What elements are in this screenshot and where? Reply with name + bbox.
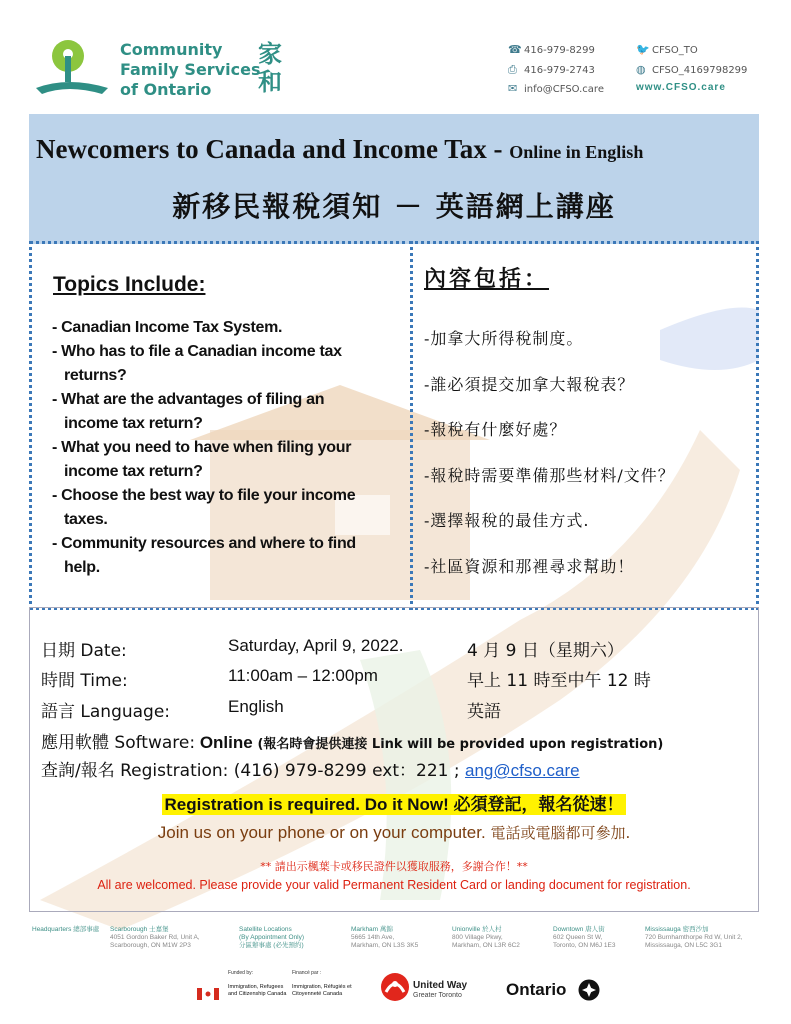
- topics-cn-list: [424, 316, 675, 589]
- join-cn: 電話或電腦都可參加.: [485, 824, 631, 842]
- registration-row: [41, 756, 580, 781]
- location-address: Toronto, ON M6J 1E3: [553, 942, 616, 949]
- registration-label: 查詢/報名 Registration: (416) 979-8299 ext：221 ;: [41, 761, 466, 781]
- location-unionville: [452, 926, 548, 950]
- registration-email-link[interactable]: ang@cfso.care: [465, 761, 580, 780]
- united-way-name: United Way: [413, 980, 468, 991]
- list-item: -誰必須提交加拿大報稅表？: [424, 374, 635, 394]
- twitter-icon: 🐦: [636, 43, 650, 56]
- org-name-cn: [258, 40, 282, 96]
- location-name: Markham 萬錦: [351, 926, 393, 933]
- ontario-wordmark: Ontario: [506, 980, 567, 999]
- location-name: Downtown 唐人街: [553, 926, 605, 933]
- org-name-cn-2: 和: [258, 68, 282, 96]
- date-label: 日期 Date:: [41, 641, 127, 661]
- wechat-contact[interactable]: [636, 63, 747, 76]
- topics-en-list: [52, 316, 382, 580]
- location-name: Satellite Locations: [239, 926, 292, 933]
- list-item: - What you need to have when filing your income tax return?: [52, 439, 352, 480]
- location-headquarters: [32, 926, 104, 934]
- list-item: -加拿大所得稅制度。: [424, 329, 584, 348]
- location-address: 720 Burnhamthorpe Rd W, Unit 2,: [645, 934, 743, 941]
- phone-contact: [508, 43, 595, 56]
- topics-cn-heading: 內容包括：: [424, 266, 550, 292]
- cfso-logo-icon: [32, 36, 112, 100]
- location-name: Mississauga 密西沙加: [645, 926, 709, 933]
- united-way-logo-icon: [380, 972, 410, 1002]
- list-item: -選擇報稅的最佳方式.: [424, 511, 590, 530]
- org-name: [120, 40, 260, 100]
- location-downtown: [553, 926, 639, 950]
- location-name: Unionville 於人村: [452, 926, 502, 933]
- ircc-fr: Immigration, Réfugiés et Citoyenneté Canada: [292, 984, 352, 997]
- org-name-cn-1: 家: [258, 40, 282, 68]
- financed-by-label: Financé par :: [292, 970, 322, 976]
- software-note: (報名時會提供連接 Link will be provided upon registration): [257, 737, 664, 752]
- list-item: - What are the advantages of filing an income tax return?: [52, 391, 325, 432]
- united-way-region: Greater Toronto: [413, 992, 462, 999]
- title-en-sub: Online in English: [509, 142, 644, 162]
- location-address: 5665 14th Ave,: [351, 934, 395, 941]
- list-item: -報稅時需要準備那些材料/文件？: [424, 465, 675, 485]
- list-item: - Canadian Income Tax System.: [52, 319, 283, 336]
- website-link[interactable]: www.CFSO.care: [636, 82, 726, 93]
- canada-flag-icon: [197, 988, 219, 1000]
- list-item: - Community resources and where to find help.: [52, 535, 356, 576]
- language-en: English: [228, 697, 284, 716]
- list-item: -社區資源和那裡尋求幫助！: [424, 556, 635, 576]
- envelope-icon: ✉: [508, 82, 518, 95]
- ontario-trillium-icon: [578, 979, 600, 1001]
- location-address: 602 Queen St W,: [553, 934, 603, 941]
- join-notice: [29, 822, 759, 843]
- location-address: Mississauga, ON L5C 3G1: [645, 942, 722, 949]
- software-row: [41, 728, 756, 753]
- location-address: Markham, ON L3R 6C2: [452, 942, 520, 949]
- topics-en-heading: Topics Include:: [53, 273, 206, 296]
- title-cn: 新移民報稅須知 － 英語網上講座: [172, 190, 616, 223]
- time-cn: 早上 11 時至中午 12 時: [467, 671, 651, 691]
- location-scarborough: [110, 926, 234, 950]
- software-label: 應用軟體 Software:: [41, 733, 196, 753]
- date-cn: 4 月 9 日（星期六）: [467, 641, 624, 661]
- title-en: [36, 134, 756, 165]
- fax-number: 416-979-2743: [524, 65, 595, 76]
- location-satellite: [239, 926, 345, 950]
- funded-by-label: Funded by:: [228, 970, 254, 976]
- phone-number: 416-979-8299: [524, 45, 595, 56]
- location-address: 4051 Gordon Baker Rd, Unit A,: [110, 934, 200, 941]
- org-name-line2: Family Services: [120, 60, 261, 79]
- twitter-handle[interactable]: CFSO_TO: [652, 45, 698, 56]
- registration-required-text: Registration is required. Do it Now! 必須登記，報名從速！: [164, 795, 624, 814]
- location-address: 800 Village Pkwy,: [452, 934, 503, 941]
- location-markham: [351, 926, 447, 950]
- location-name: Scarborough 士嘉堡: [110, 926, 169, 933]
- location-address: Scarborough, ON M1W 2P3: [110, 942, 191, 949]
- fax-contact: [508, 63, 595, 77]
- ircc-en: Immigration, Refugees and Citizenship Canada: [228, 984, 287, 997]
- location-mississauga: [645, 926, 761, 950]
- date-en: Saturday, April 9, 2022.: [228, 636, 404, 655]
- list-item: - Who has to file a Canadian income tax returns?: [52, 343, 342, 384]
- email-address[interactable]: info@CFSO.care: [524, 84, 604, 95]
- language-cn: 英語: [467, 702, 501, 722]
- welcome-notice: All are welcomed. Please provide your valid Permanent Resident Card or landing document for registration.: [97, 878, 691, 892]
- location-note: 分區辦事處 (必先預約): [239, 942, 304, 949]
- list-item: - Choose the best way to file your income taxes.: [52, 487, 356, 528]
- fax-icon: ⎙: [508, 63, 517, 76]
- list-item: -報稅有什麼好處？: [424, 420, 567, 439]
- language-label: 語言 Language:: [41, 702, 171, 722]
- location-note: (By Appointment Only): [239, 934, 305, 941]
- registration-required-notice: [29, 790, 759, 815]
- software-value: Online: [199, 733, 253, 752]
- title-en-main: Newcomers to Canada and Income Tax -: [36, 134, 510, 164]
- phone-icon: ☎: [508, 43, 522, 56]
- id-notice-cn: ** 請出示楓葉卡或移民證件以獲取服務，多謝合作！**: [260, 860, 528, 873]
- wechat-id[interactable]: CFSO_4169798299: [652, 65, 748, 76]
- email-contact[interactable]: [508, 82, 604, 95]
- join-en: Join us on your phone or on your computer.: [157, 823, 486, 842]
- twitter-contact[interactable]: [636, 43, 698, 56]
- location-address: Markham, ON L3S 3K5: [351, 942, 419, 949]
- time-en: 11:00am – 12:00pm: [228, 666, 378, 685]
- time-label: 時間 Time:: [41, 671, 128, 691]
- org-name-line1: Community: [120, 40, 223, 59]
- location-name: Headquarters 總部事處: [32, 926, 100, 933]
- org-name-line3: of Ontario: [120, 80, 212, 99]
- wechat-icon: ◍: [636, 63, 646, 76]
